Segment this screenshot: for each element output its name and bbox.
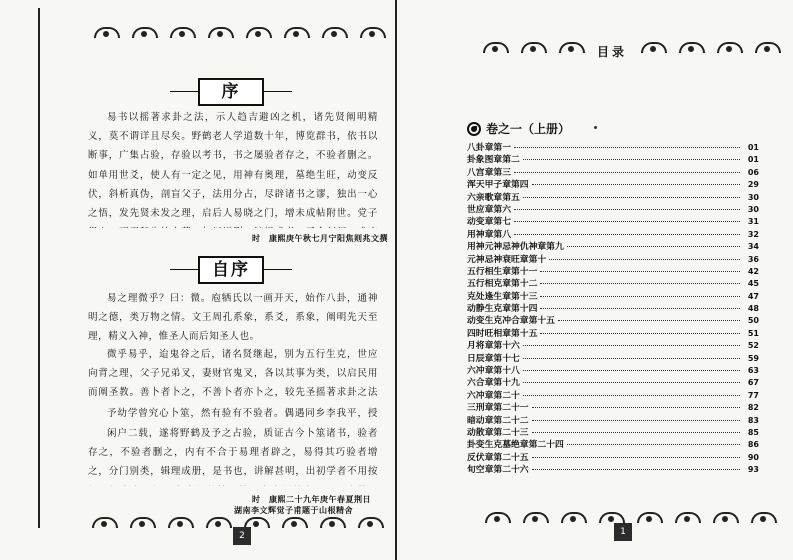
toc-entry[interactable]: [467, 252, 759, 264]
toc-entry-label: 三刑章第二十一: [467, 403, 529, 414]
toc-dot-leader: [532, 184, 740, 185]
toc-entry-label: 动变章第七: [467, 217, 511, 228]
bottom-ornament-row: [485, 512, 777, 523]
toc-entry-page: 83: [747, 415, 759, 425]
toc-dot-leader: [523, 358, 740, 359]
preface-title: 序: [198, 78, 264, 106]
toc-entry-page: 45: [747, 279, 759, 289]
toc-entry-page: 93: [747, 465, 759, 475]
cloud-ornament-icon: [483, 42, 509, 53]
cloud-ornament-icon: [599, 512, 625, 523]
marker-dot: [594, 126, 597, 129]
self-preface-paragraph-3: 予幼学曾究心卜筮，然有验有不验者。偶遇同乡李我平，授: [107, 408, 378, 419]
cloud-ornament-icon: [320, 517, 346, 528]
toc-entry[interactable]: [467, 375, 759, 387]
toc-entry-page: 36: [747, 254, 759, 264]
toc-entry-label: 六冲章第二十: [467, 390, 520, 401]
toc-dot-leader: [567, 444, 740, 445]
volume-title: [467, 120, 570, 137]
toc-dot-leader: [540, 296, 740, 297]
toc-entry[interactable]: [467, 413, 759, 425]
toc-entry[interactable]: [467, 338, 759, 350]
toc-dot-leader: [532, 469, 740, 470]
page-number: 1: [614, 523, 632, 541]
toc-entry-page: 77: [747, 390, 759, 400]
toc-dot-leader: [540, 271, 740, 272]
toc-entry-page: 59: [747, 353, 759, 363]
toc-entry-label: 卦变生克墓绝章第二十四: [467, 440, 564, 451]
toc-entry[interactable]: [467, 165, 759, 177]
toc-entry-page: 32: [747, 229, 759, 239]
toc-entry[interactable]: [467, 313, 759, 325]
cloud-ornament-icon: [322, 27, 348, 38]
cloud-ornament-icon: [92, 517, 118, 528]
toc-entry-label: 元神忌神衰旺章第十: [467, 254, 547, 265]
self-preface-paragraph-1: 易之理微乎？曰：微。庖牺氏以一画开天，始作八卦，通神明之德，类万物之情。文王周孔系象，系爻，系象，阐明先天至理，精义入神，惟圣人而后知圣人也。: [88, 293, 378, 343]
toc-entry-page: 06: [747, 167, 759, 177]
cloud-ornament-icon: [559, 42, 585, 53]
cloud-ornament-icon: [637, 512, 663, 523]
cloud-ornament-icon: [208, 27, 234, 38]
toc-entry-label: 五行相克章第十二: [467, 279, 538, 290]
toc-entry[interactable]: [467, 239, 759, 251]
cloud-ornament-icon: [94, 27, 120, 38]
toc-entry[interactable]: [467, 400, 759, 412]
toc-entry[interactable]: [467, 227, 759, 239]
toc-entry-page: 01: [747, 143, 759, 152]
toc-dot-leader: [514, 147, 740, 148]
cloud-ornament-icon: [521, 42, 547, 53]
cloud-ornament-icon: [561, 512, 587, 523]
cloud-ornament-icon: [282, 517, 308, 528]
toc-entry-label: 八卦章第一: [467, 143, 511, 153]
toc-entry-label: 六亲歌章第五: [467, 192, 520, 203]
toc-entry-label: 世应章第六: [467, 204, 511, 215]
top-ornament-row-right: [641, 42, 781, 53]
toc-dot-leader: [523, 395, 740, 396]
toc-dot-leader: [523, 345, 740, 346]
cloud-ornament-icon: [130, 517, 156, 528]
binding-line: [38, 8, 40, 528]
toc-dot-leader: [532, 457, 740, 458]
toc-entry[interactable]: [467, 289, 759, 301]
toc-entry[interactable]: [467, 214, 759, 226]
toc-entry[interactable]: [467, 140, 759, 152]
toc-entry[interactable]: [467, 351, 759, 363]
toc-entry-page: 30: [747, 192, 759, 202]
toc-entry-label: 卦象图章第二: [467, 155, 520, 166]
toc-entry-page: 30: [747, 204, 759, 214]
toc-dot-leader: [514, 172, 740, 173]
cloud-ornament-icon: [360, 27, 386, 38]
toc-entry[interactable]: [467, 425, 759, 437]
cloud-ornament-icon: [132, 27, 158, 38]
toc-dot-leader: [523, 370, 740, 371]
self-preface-paragraph-2: 微乎易乎，迨鬼谷之后，诸名贤继起，别为五行生克，世应向背之理，父子兄弟叉，妻财官鬼叉，各以其事为类，以启民用而阐圣教。善卜者卜之，不善卜者亦卜之，较先圣摇著求卦之法: [88, 349, 378, 399]
cloud-ornament-icon: [751, 512, 777, 523]
self-preface-signature-line-1: 时 康熙二十九年庚午春夏荆日: [252, 494, 371, 504]
toc-entry[interactable]: [467, 363, 759, 375]
toc-entry-page: 67: [747, 378, 759, 388]
toc-entry[interactable]: [467, 276, 759, 288]
left-page: [0, 0, 396, 560]
cloud-ornament-icon: [485, 512, 511, 523]
toc-entry-page: 90: [747, 452, 759, 462]
cloud-ornament-icon: [641, 42, 667, 53]
self-preface-title: 自序: [198, 256, 264, 284]
cloud-ornament-icon: [168, 517, 194, 528]
toc-dot-leader: [523, 159, 740, 160]
toc-dot-leader: [540, 308, 740, 309]
toc-entry-label: 动变生克冲合章第十五: [467, 316, 555, 327]
toc-entry-page: 31: [747, 217, 759, 227]
toc-entry-label: 五行相生章第十一: [467, 266, 538, 277]
toc-entry-label: 反伏章第二十五: [467, 452, 529, 463]
toc-entry-label: 浑天甲子章第四: [467, 180, 529, 191]
toc-dot-leader: [523, 382, 740, 383]
toc-dot-leader: [558, 320, 740, 321]
toc-dot-leader: [540, 283, 740, 284]
toc-dot-leader: [532, 407, 740, 408]
toc-entry-label: 月将章第十六: [467, 341, 520, 352]
toc-entry-label: 四时旺相章第十五: [467, 328, 538, 339]
yin-yang-icon: [467, 122, 481, 136]
toc-entry-label: 六冲章第十八: [467, 366, 520, 377]
toc-entry[interactable]: [467, 177, 759, 189]
cloud-ornament-icon: [679, 42, 705, 53]
toc-entry[interactable]: [467, 264, 759, 276]
toc-entry-label: 用神章第八: [467, 229, 511, 240]
preface-body: 易书以摇著求卦之法，示人趋吉避凶之机，诸先贤阐明精义，莫不谓详且尽矣。野鹤老人学道数十年，博览群书，依书以断事，广集占验，存验以考书，书之屡验者存之，不验者删之。如单用世爻，使人有一定之见，用神有奥理，墓绝生旺，动变反伏，斜析真伪，剖盲父子，法用分占，尽辟诸书之谬，独出一心之悟，发先贤未发之理，启后人易晓之门，增未成帖附世。党子: [88, 112, 378, 220]
toc-entry[interactable]: [467, 450, 759, 462]
toc-entry-label: 六合章第十九: [467, 378, 520, 389]
toc-entry-page: 52: [747, 341, 759, 351]
cloud-ornament-icon: [246, 27, 272, 38]
toc-entry-label: 旬空章第二十六: [467, 465, 529, 476]
toc-entry-page: 42: [747, 266, 759, 276]
toc-entry-page: 01: [747, 155, 759, 165]
toc-dot-leader: [549, 259, 740, 260]
toc-entry[interactable]: [467, 437, 759, 449]
preface-signature: 时 康熙庚午秋七月宁阳焦则兆文撰: [252, 233, 388, 243]
self-preface-paragraph-4: 闲户二载，遂将野鹤及予之占验，质证古今卜筮诸书，验者存之，不验者删之，内有不合于易理者辟之，易得其巧验者增之，分门别类，辑理成册，是书也，讲解甚明，出初学者不用按: [88, 428, 378, 478]
cloud-ornament-icon: [717, 42, 743, 53]
cloud-ornament-icon: [523, 512, 549, 523]
toc-entry-label: 克处逢生章第十三: [467, 291, 538, 302]
toc-list: [467, 140, 759, 475]
top-ornament-row-left: [483, 42, 585, 53]
toc-entry[interactable]: [467, 326, 759, 338]
toc-entry-label: 动散章第二十三: [467, 427, 529, 438]
toc-entry-page: 34: [747, 242, 759, 252]
toc-entry-label: 八宫章第三: [467, 167, 511, 178]
toc-entry[interactable]: [467, 152, 759, 164]
toc-dot-leader: [514, 234, 740, 235]
toc-entry-page: 29: [747, 180, 759, 190]
cloud-ornament-icon: [675, 512, 701, 523]
toc-entry-label: 日辰章第十七: [467, 353, 520, 364]
toc-entry-page: 82: [747, 403, 759, 413]
toc-entry-page: 47: [747, 291, 759, 301]
toc-dot-leader: [532, 432, 740, 433]
toc-entry-page: 86: [747, 440, 759, 450]
cloud-ornament-icon: [358, 517, 384, 528]
toc-entry-page: 63: [747, 366, 759, 376]
cloud-ornament-icon: [170, 27, 196, 38]
toc-entry-page: 51: [747, 328, 759, 338]
toc-title: 目录: [597, 45, 628, 59]
toc-dot-leader: [514, 209, 740, 210]
cloud-ornament-icon: [755, 42, 781, 53]
toc-dot-leader: [540, 333, 740, 334]
page-number: 2: [233, 527, 251, 545]
toc-entry[interactable]: [467, 301, 759, 313]
toc-entry-page: 50: [747, 316, 759, 326]
toc-entry-label: 动静生克章第十四: [467, 304, 538, 315]
toc-entry[interactable]: [467, 462, 759, 474]
toc-entry-page: 85: [747, 427, 759, 437]
toc-dot-leader: [532, 420, 740, 421]
toc-dot-leader: [523, 197, 740, 198]
volume-title-text: 卷之一（上册）: [486, 122, 571, 136]
toc-entry-label: 暗动章第二十二: [467, 415, 529, 426]
self-preface-signature-line-2: 湖南李文辉觉子甫题于山根精舍: [234, 505, 353, 515]
toc-dot-leader: [514, 221, 740, 222]
toc-entry[interactable]: [467, 388, 759, 400]
toc-entry[interactable]: [467, 190, 759, 202]
toc-dot-leader: [567, 246, 740, 247]
cloud-ornament-icon: [284, 27, 310, 38]
cloud-ornament-icon: [206, 517, 232, 528]
top-ornament-row: [94, 27, 386, 38]
toc-entry-label: 用神元神忌神仇神章第九: [467, 242, 564, 253]
toc-entry[interactable]: [467, 202, 759, 214]
toc-entry-page: 48: [747, 304, 759, 314]
cloud-ornament-icon: [713, 512, 739, 523]
